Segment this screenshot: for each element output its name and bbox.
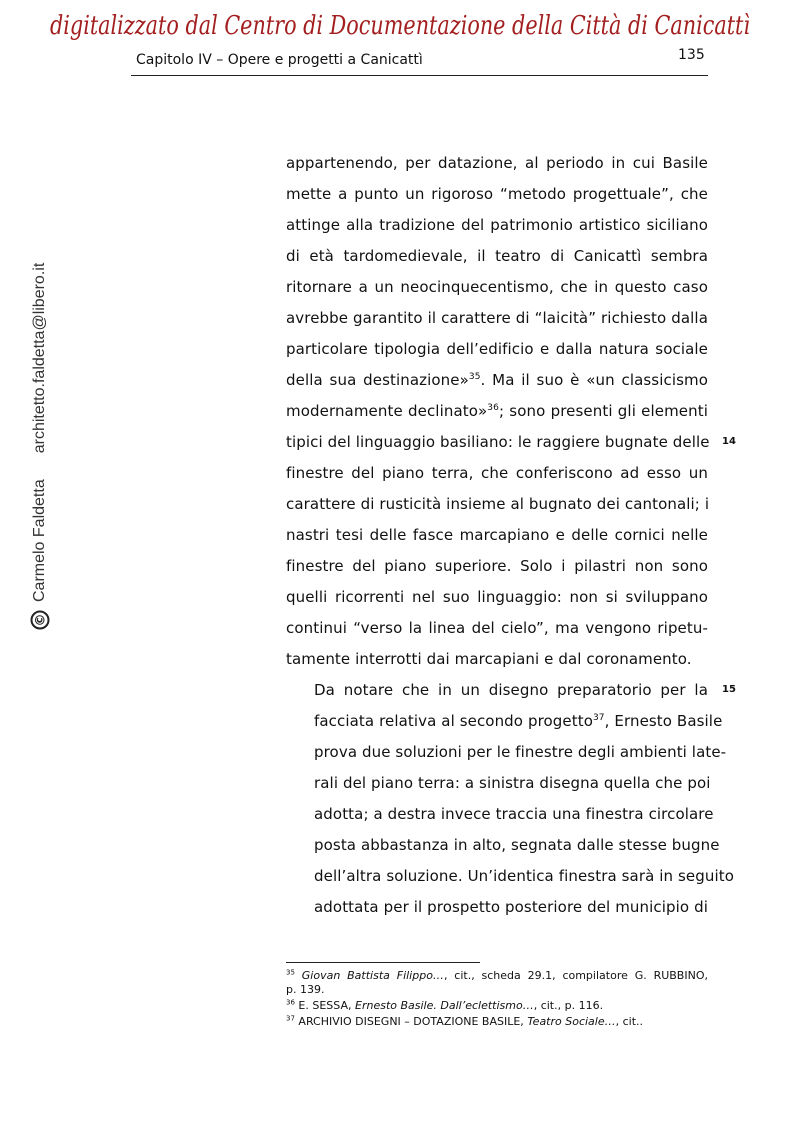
text-line: adotta; a destra invece traccia una finestra circolare (314, 805, 714, 823)
text-line: modernamente declinato»$^{36}$; sono presenti gli elementi (286, 402, 708, 420)
footnote-ref: 36 (487, 403, 499, 413)
margin-number: 15 (722, 684, 736, 695)
svg-text:©: © (33, 613, 49, 627)
digitization-watermark (0, 4, 800, 44)
text-line: Da notare che in un disegno preparatorio per la (314, 681, 708, 699)
text-line: attinge alla tradizione del patrimonio artistico siciliano (286, 216, 708, 234)
footnote-ref: 37 (592, 713, 605, 723)
author-email: architetto.faldetta@libero.it (31, 262, 48, 454)
watermark-text: digitalizzato dal Centro di Documentazione della Città di Canicattì (50, 11, 750, 41)
page-number: 135 (678, 47, 705, 63)
text-line: quelli ricorrenti nel suo linguaggio: non si sviluppano (286, 588, 708, 606)
author-name: Carmelo Faldetta (31, 479, 48, 602)
text-line: finestre del piano superiore. Solo i pilastri non sono (286, 557, 708, 575)
side-credit (30, 263, 50, 630)
text-line: ritornare a un neocinquecentismo, che in questo caso (286, 278, 708, 296)
footnote-36: $^{36}$ E. SESSA, Ernesto Basile. Dall’eclettismo…, cit., p. 116. (286, 998, 604, 1012)
text-line: finestre del piano terra, che conferiscono ad esso un (286, 464, 708, 482)
text-line: tipici del linguaggio basiliano: le raggiere bugnate delle (286, 433, 710, 451)
text-line: facciata relativa al secondo progetto$^{37}$, Ernesto Basile (314, 712, 723, 730)
header-rule (131, 75, 708, 76)
running-title: Capitolo IV – Opere e progetti a Canicattì (136, 52, 423, 68)
text-line: continui “verso la linea del cielo”, ma vengono ripetu- (286, 619, 708, 637)
footnotes (286, 969, 708, 1031)
text-line: tamente interrotti dai marcapiani e dal coronamento. (286, 650, 692, 668)
text-line: adottata per il prospetto posteriore del municipio di (314, 898, 708, 916)
paragraph-1 (286, 148, 708, 675)
text-line: carattere di rusticità insieme al bugnato dei cantonali; i (286, 495, 710, 513)
text-line: mette a punto un rigoroso “metodo progettuale”, che (286, 185, 708, 203)
text-line: prova due soluzioni per le finestre degli ambienti late- (314, 743, 727, 761)
footnote-37: $^{37}$ ARCHIVIO DISEGNI – DOTAZIONE BASILE, Teatro Sociale…, cit.. (286, 1014, 644, 1028)
text-line: dell’altra soluzione. Un’identica finestra sarà in seguito (314, 867, 734, 885)
margin-number: 14 (722, 436, 736, 447)
text-line: nastri tesi delle fasce marcapiano e delle cornici nelle (286, 526, 708, 544)
footnote-ref: 35 (468, 372, 481, 382)
footnote-rule (286, 962, 480, 963)
footnote-35: $^{35}$ Giovan Battista Filippo…, cit., scheda 29.1, compilatore G. RUBBINO, p. 139. (286, 968, 708, 996)
text-line: di età tardomedievale, il teatro di Canicattì sembra (286, 247, 708, 265)
text-line: della sua destinazione»$^{35}$. Ma il suo è «un classicismo (286, 371, 708, 389)
text-line: rali del piano terra: a sinistra disegna quella che poi (314, 774, 711, 792)
text-line: avrebbe garantito il carattere di “laicità” richiesto dalla (286, 309, 708, 327)
text-line: posta abbastanza in alto, segnata dalle stesse bugne (314, 836, 720, 854)
text-line: particolare tipologia dell’edificio e dalla natura sociale (286, 340, 708, 358)
text-line: appartenendo, per datazione, al periodo in cui Basile (286, 154, 708, 172)
copyright-icon (30, 610, 50, 630)
